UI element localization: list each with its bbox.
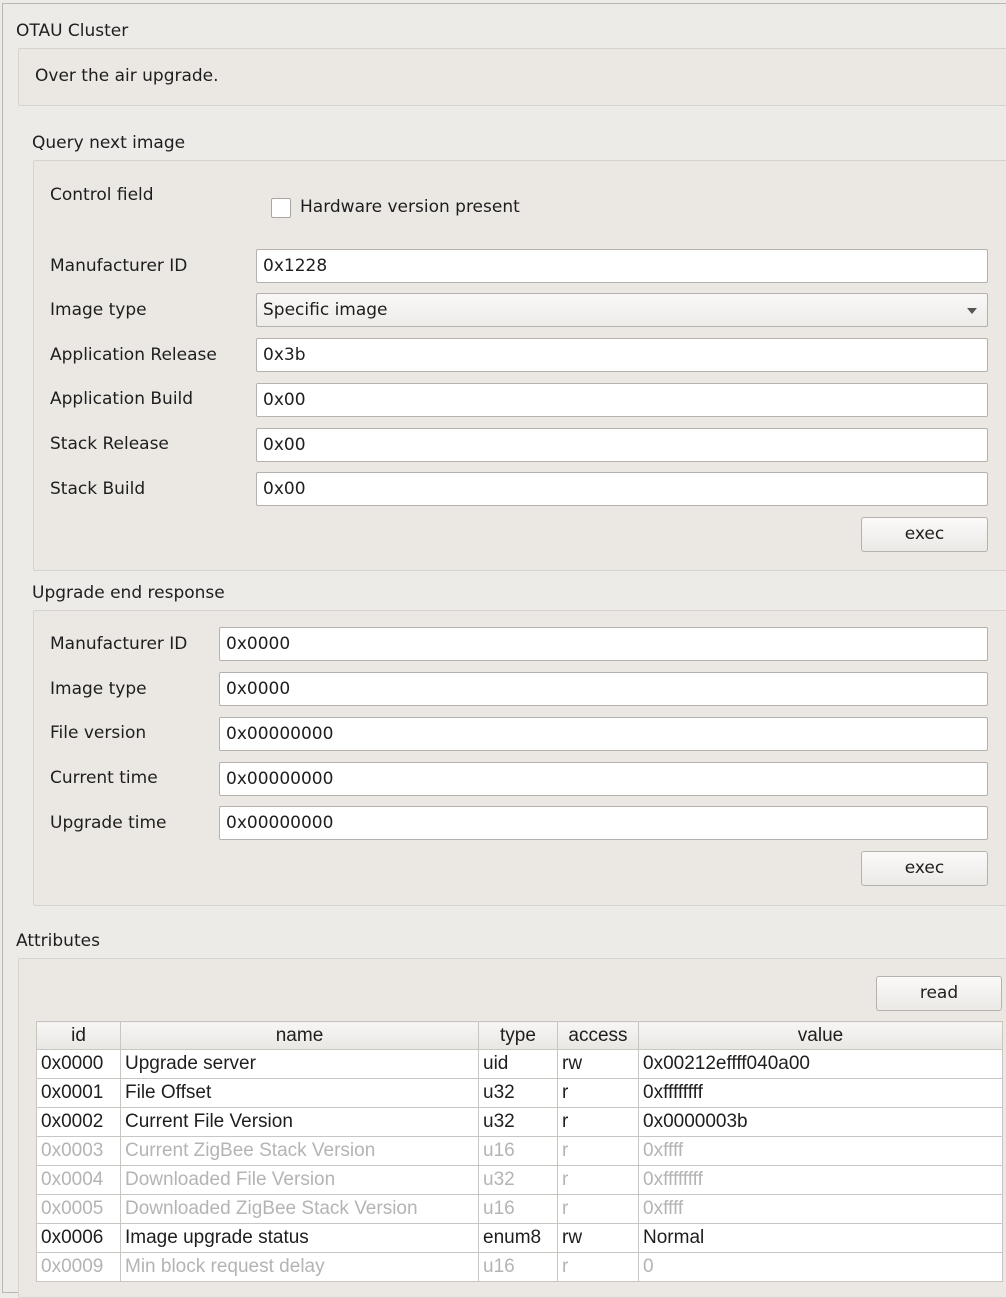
cell-name[interactable]: Image upgrade status: [121, 1224, 479, 1253]
table-row[interactable]: [37, 1137, 1003, 1166]
cell-type[interactable]: u16: [479, 1195, 558, 1224]
manufacturer-id-label: Manufacturer ID: [50, 256, 188, 276]
application-release-input[interactable]: 0x3b: [256, 338, 988, 372]
uer-image-type-label: Image type: [50, 679, 147, 699]
cell-name[interactable]: File Offset: [121, 1079, 479, 1108]
cell-value[interactable]: 0x0000003b: [639, 1108, 1003, 1137]
uer-current-time-label: Current time: [50, 768, 158, 788]
upgrade-end-response-title: Upgrade end response: [32, 583, 225, 603]
table-header: [37, 1022, 1003, 1050]
uer-image-type-input[interactable]: 0x0000: [219, 672, 988, 706]
cell-type[interactable]: u32: [479, 1079, 558, 1108]
stack-build-input[interactable]: 0x00: [256, 472, 988, 506]
cell-type[interactable]: u16: [479, 1137, 558, 1166]
cell-type[interactable]: u32: [479, 1108, 558, 1137]
attributes-title: Attributes: [16, 931, 100, 951]
cell-value[interactable]: 0x00212effff040a00: [639, 1050, 1003, 1079]
uer-manufacturer-id-input[interactable]: 0x0000: [219, 627, 988, 661]
cell-id[interactable]: 0x0001: [37, 1079, 121, 1108]
cell-name[interactable]: Current ZigBee Stack Version: [121, 1137, 479, 1166]
cell-access[interactable]: r: [558, 1079, 639, 1108]
cell-id[interactable]: 0x0009: [37, 1253, 121, 1282]
cell-value[interactable]: Normal: [639, 1224, 1003, 1253]
application-build-input[interactable]: 0x00: [256, 383, 988, 417]
cell-id[interactable]: 0x0000: [37, 1050, 121, 1079]
cluster-title: OTAU Cluster: [16, 21, 129, 41]
query-exec-button[interactable]: exec: [861, 517, 988, 552]
stack-release-input[interactable]: 0x00: [256, 428, 988, 462]
cell-access[interactable]: rw: [558, 1050, 639, 1079]
table-row[interactable]: [37, 1195, 1003, 1224]
hardware-version-label: Hardware version present: [300, 197, 520, 217]
cell-type[interactable]: u32: [479, 1166, 558, 1195]
read-button[interactable]: read: [876, 976, 1002, 1011]
cell-id[interactable]: 0x0002: [37, 1108, 121, 1137]
cell-name[interactable]: Downloaded File Version: [121, 1166, 479, 1195]
image-type-value: Specific image: [263, 300, 388, 320]
cell-name[interactable]: Downloaded ZigBee Stack Version: [121, 1195, 479, 1224]
application-release-label: Application Release: [50, 345, 217, 365]
column-header-value[interactable]: value: [639, 1022, 1003, 1050]
cell-name[interactable]: Upgrade server: [121, 1050, 479, 1079]
cell-type[interactable]: enum8: [479, 1224, 558, 1253]
column-header-name[interactable]: name: [121, 1022, 479, 1050]
cell-value[interactable]: 0xffff: [639, 1195, 1003, 1224]
uer-file-version-input[interactable]: 0x00000000: [219, 717, 988, 751]
uer-upgrade-time-input[interactable]: 0x00000000: [219, 806, 988, 840]
cell-access[interactable]: r: [558, 1195, 639, 1224]
cell-id[interactable]: 0x0005: [37, 1195, 121, 1224]
uer-manufacturer-id-label: Manufacturer ID: [50, 634, 188, 654]
chevron-down-icon: [967, 308, 977, 314]
table-row[interactable]: [37, 1079, 1003, 1108]
cell-access[interactable]: r: [558, 1137, 639, 1166]
cell-name[interactable]: Current File Version: [121, 1108, 479, 1137]
cell-name[interactable]: Min block request delay: [121, 1253, 479, 1282]
stack-release-label: Stack Release: [50, 434, 169, 454]
cell-value[interactable]: 0xffffffff: [639, 1079, 1003, 1108]
uer-current-time-input[interactable]: 0x00000000: [219, 762, 988, 796]
cell-id[interactable]: 0x0004: [37, 1166, 121, 1195]
cell-access[interactable]: r: [558, 1253, 639, 1282]
column-header-access[interactable]: access: [558, 1022, 639, 1050]
table-row[interactable]: [37, 1253, 1003, 1282]
query-next-image-title: Query next image: [32, 133, 186, 153]
attributes-table: [36, 1021, 1003, 1282]
cell-access[interactable]: rw: [558, 1224, 639, 1253]
control-field-label: Control field: [50, 185, 154, 205]
cell-access[interactable]: r: [558, 1166, 639, 1195]
uer-file-version-label: File version: [50, 723, 147, 743]
cell-access[interactable]: r: [558, 1108, 639, 1137]
cell-value[interactable]: 0xffff: [639, 1137, 1003, 1166]
table-row[interactable]: [37, 1050, 1003, 1079]
table-row[interactable]: [37, 1224, 1003, 1253]
cell-value[interactable]: 0xffffffff: [639, 1166, 1003, 1195]
cell-value[interactable]: 0: [639, 1253, 1003, 1282]
cell-type[interactable]: uid: [479, 1050, 558, 1079]
image-type-select[interactable]: [256, 293, 988, 327]
cluster-description: Over the air upgrade.: [35, 66, 219, 86]
cluster-description-box: [18, 48, 1006, 106]
upgrade-end-exec-button[interactable]: exec: [861, 851, 988, 886]
column-header-type[interactable]: type: [479, 1022, 558, 1050]
cell-id[interactable]: 0x0006: [37, 1224, 121, 1253]
application-build-label: Application Build: [50, 389, 194, 409]
table-row[interactable]: [37, 1166, 1003, 1195]
table-row[interactable]: [37, 1108, 1003, 1137]
stack-build-label: Stack Build: [50, 479, 146, 499]
cell-type[interactable]: u16: [479, 1253, 558, 1282]
manufacturer-id-input[interactable]: 0x1228: [256, 249, 988, 283]
uer-upgrade-time-label: Upgrade time: [50, 813, 167, 833]
hardware-version-checkbox[interactable]: [271, 198, 291, 218]
column-header-id[interactable]: id: [37, 1022, 121, 1050]
image-type-label: Image type: [50, 300, 147, 320]
cell-id[interactable]: 0x0003: [37, 1137, 121, 1166]
